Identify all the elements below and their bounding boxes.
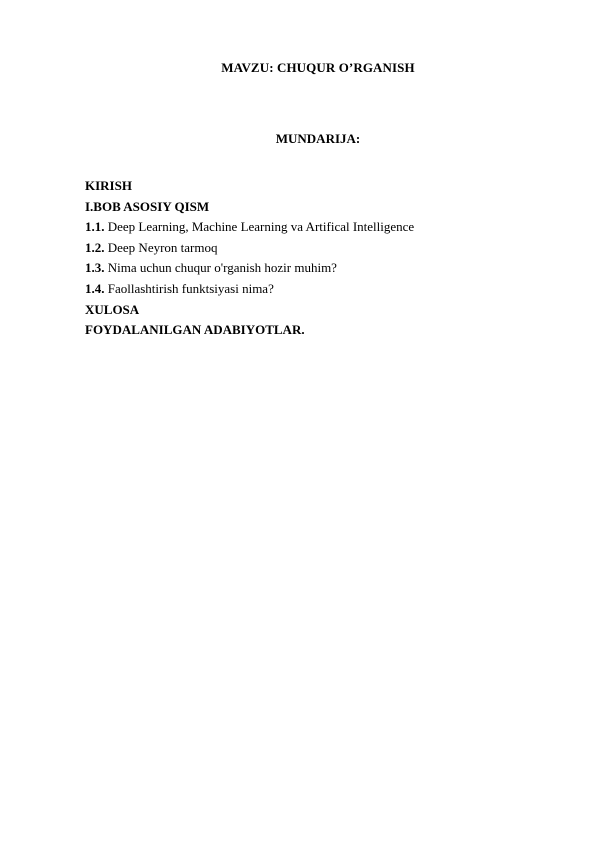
toc-item-number: 1.1. bbox=[85, 219, 105, 235]
toc-item-number: 1.3. bbox=[85, 260, 105, 276]
toc-item-number: 1.4. bbox=[85, 280, 105, 296]
toc-item-label: Nima uchun chuqur o'rganish hozir muhim? bbox=[104, 260, 337, 276]
toc-item bbox=[85, 279, 565, 300]
toc-item-label: Deep Learning, Machine Learning va Artifical Intelligence bbox=[104, 219, 415, 235]
toc-item-label: Deep Neyron tarmoq bbox=[104, 239, 218, 255]
toc-heading-conclusion: XULOSA bbox=[85, 301, 140, 317]
toc-heading-main-part: I.BOB ASOSIY QISM bbox=[85, 198, 210, 214]
toc-item bbox=[85, 258, 565, 279]
toc-item bbox=[85, 238, 565, 259]
contents-heading: MUNDARIJA: bbox=[275, 131, 361, 146]
table-of-contents bbox=[85, 176, 565, 341]
toc-item bbox=[85, 217, 565, 238]
toc-item-label: Faollashtirish funktsiyasi nima? bbox=[104, 280, 274, 296]
toc-item-number: 1.2. bbox=[85, 239, 105, 255]
toc-heading-introduction: KIRISH bbox=[85, 178, 132, 193]
toc-heading-references: FOYDALANILGAN ADABIYOTLAR. bbox=[85, 322, 305, 338]
document-title: MAVZU: CHUQUR O’RGANISH bbox=[221, 60, 415, 75]
